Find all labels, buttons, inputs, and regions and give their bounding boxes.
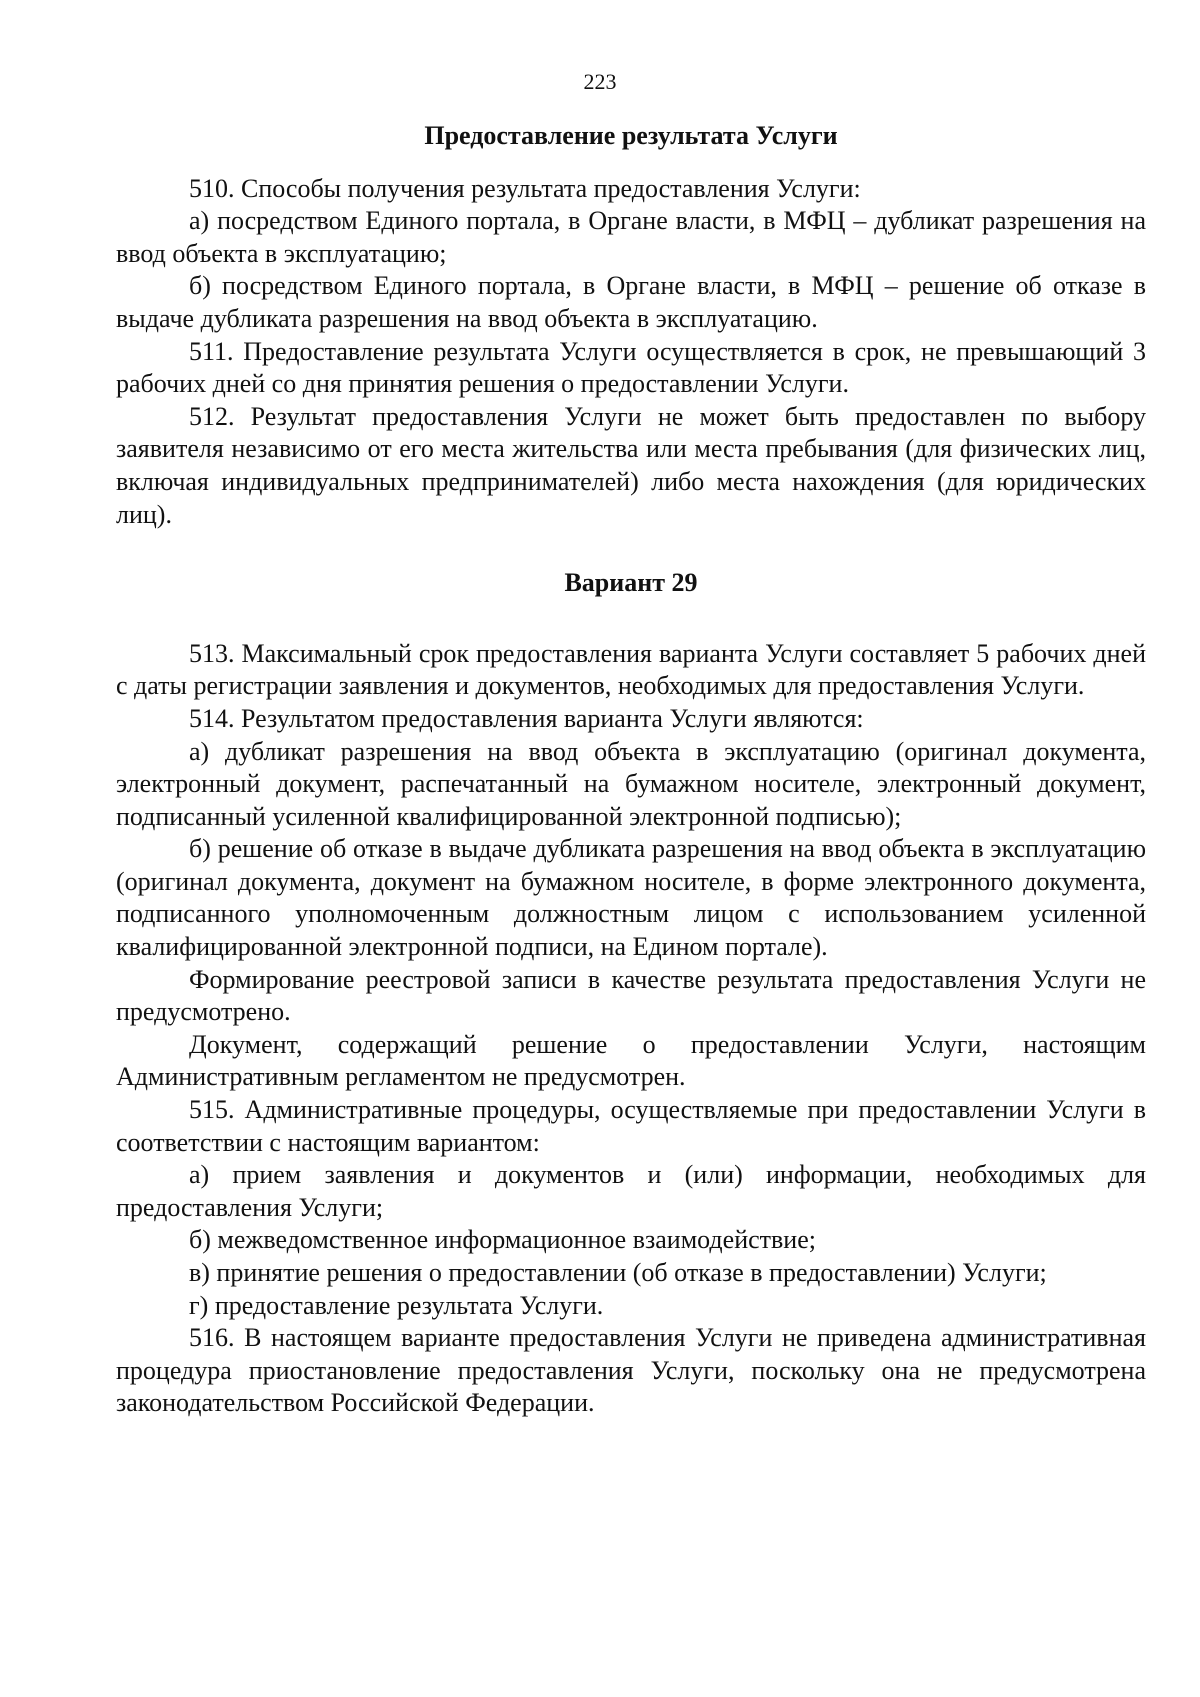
paragraph-516: 516. В настоящем варианте предоставления Услуги не приведена административная процедура приостановление предоставления Услуги, поскольку она не предусмотрена законодательством Российской Федерации. bbox=[116, 1323, 1146, 1418]
paragraph-510: 510. Способы получения результата предоставления Услуги: bbox=[189, 173, 861, 203]
paragraph-514-a: а) дубликат разрешения на ввод объекта в эксплуатацию (оригинал документа, электронный документ, распечатанный на бумажном носителе, электронный документ, подписанный усиленной квалифицированной электронной подписью); bbox=[116, 736, 1146, 831]
section-variant-text bbox=[116, 638, 1146, 1420]
paragraph-515-b: б) межведомственное информационное взаимодействие; bbox=[189, 1225, 816, 1255]
section-heading-variant: Вариант 29 bbox=[564, 568, 698, 598]
paragraph-510-a: а) посредством Единого портала, в Органе власти, в МФЦ – дубликат разрешения на ввод объекта в эксплуатацию; bbox=[116, 206, 1146, 268]
paragraph-510-b: б) посредством Единого портала, в Органе власти, в МФЦ – решение об отказе в выдаче дубликата разрешения на ввод объекта в эксплуатацию. bbox=[116, 271, 1146, 333]
paragraph-514: 514. Результатом предоставления варианта Услуги являются: bbox=[189, 703, 864, 733]
section-heading-result: Предоставление результата Услуги bbox=[424, 121, 838, 150]
paragraph-512: 512. Результат предоставления Услуги не может быть предоставлен по выбору заявителя независимо от его места жительства или места пребывания (для физических лиц, включая индивидуальных предпринимателей) либо места нахождения (для юридических лиц). bbox=[116, 401, 1146, 529]
paragraph-513: 513. Максимальный срок предоставления варианта Услуги составляет 5 рабочих дней с даты регистрации заявления и документов, необходимых для предоставления Услуги. bbox=[116, 638, 1146, 701]
paragraph-514-b: б) решение об отказе в выдаче дубликата разрешения на ввод объекта в эксплуатацию (оригинал документа, документ на бумажном носителе, в форме электронного документа, подписанного уполномоченным должностным лицом с использованием усиленной квалифицированной электронной подписи, на Едином портале). bbox=[116, 834, 1146, 962]
document-body bbox=[116, 120, 1146, 1420]
page-number: 223 bbox=[583, 69, 617, 94]
paragraph-515-c: в) принятие решения о предоставлении (об отказе в предоставлении) Услуги; bbox=[189, 1258, 1047, 1287]
paragraph-registry-note: Формирование реестровой записи в качестве результата предоставления Услуги не предусмотрено. bbox=[116, 964, 1146, 1027]
paragraph-515-a: а) прием заявления и документов и (или) информации, необходимых для предоставления Услуги; bbox=[116, 1160, 1146, 1222]
paragraph-document-note: Документ, содержащий решение о предоставлении Услуги, настоящим Административным регламентом не предусмотрен. bbox=[116, 1029, 1146, 1092]
section-result-text bbox=[116, 173, 1146, 532]
paragraph-511: 511. Предоставление результата Услуги осуществляется в срок, не превышающий 3 рабочих дней со дня принятия решения о предоставлении Услуги. bbox=[116, 336, 1146, 399]
paragraph-515: 515. Административные процедуры, осуществляемые при предоставлении Услуги в соответствии с настоящим вариантом: bbox=[116, 1095, 1146, 1157]
paragraph-515-d: г) предоставление результата Услуги. bbox=[189, 1290, 604, 1320]
